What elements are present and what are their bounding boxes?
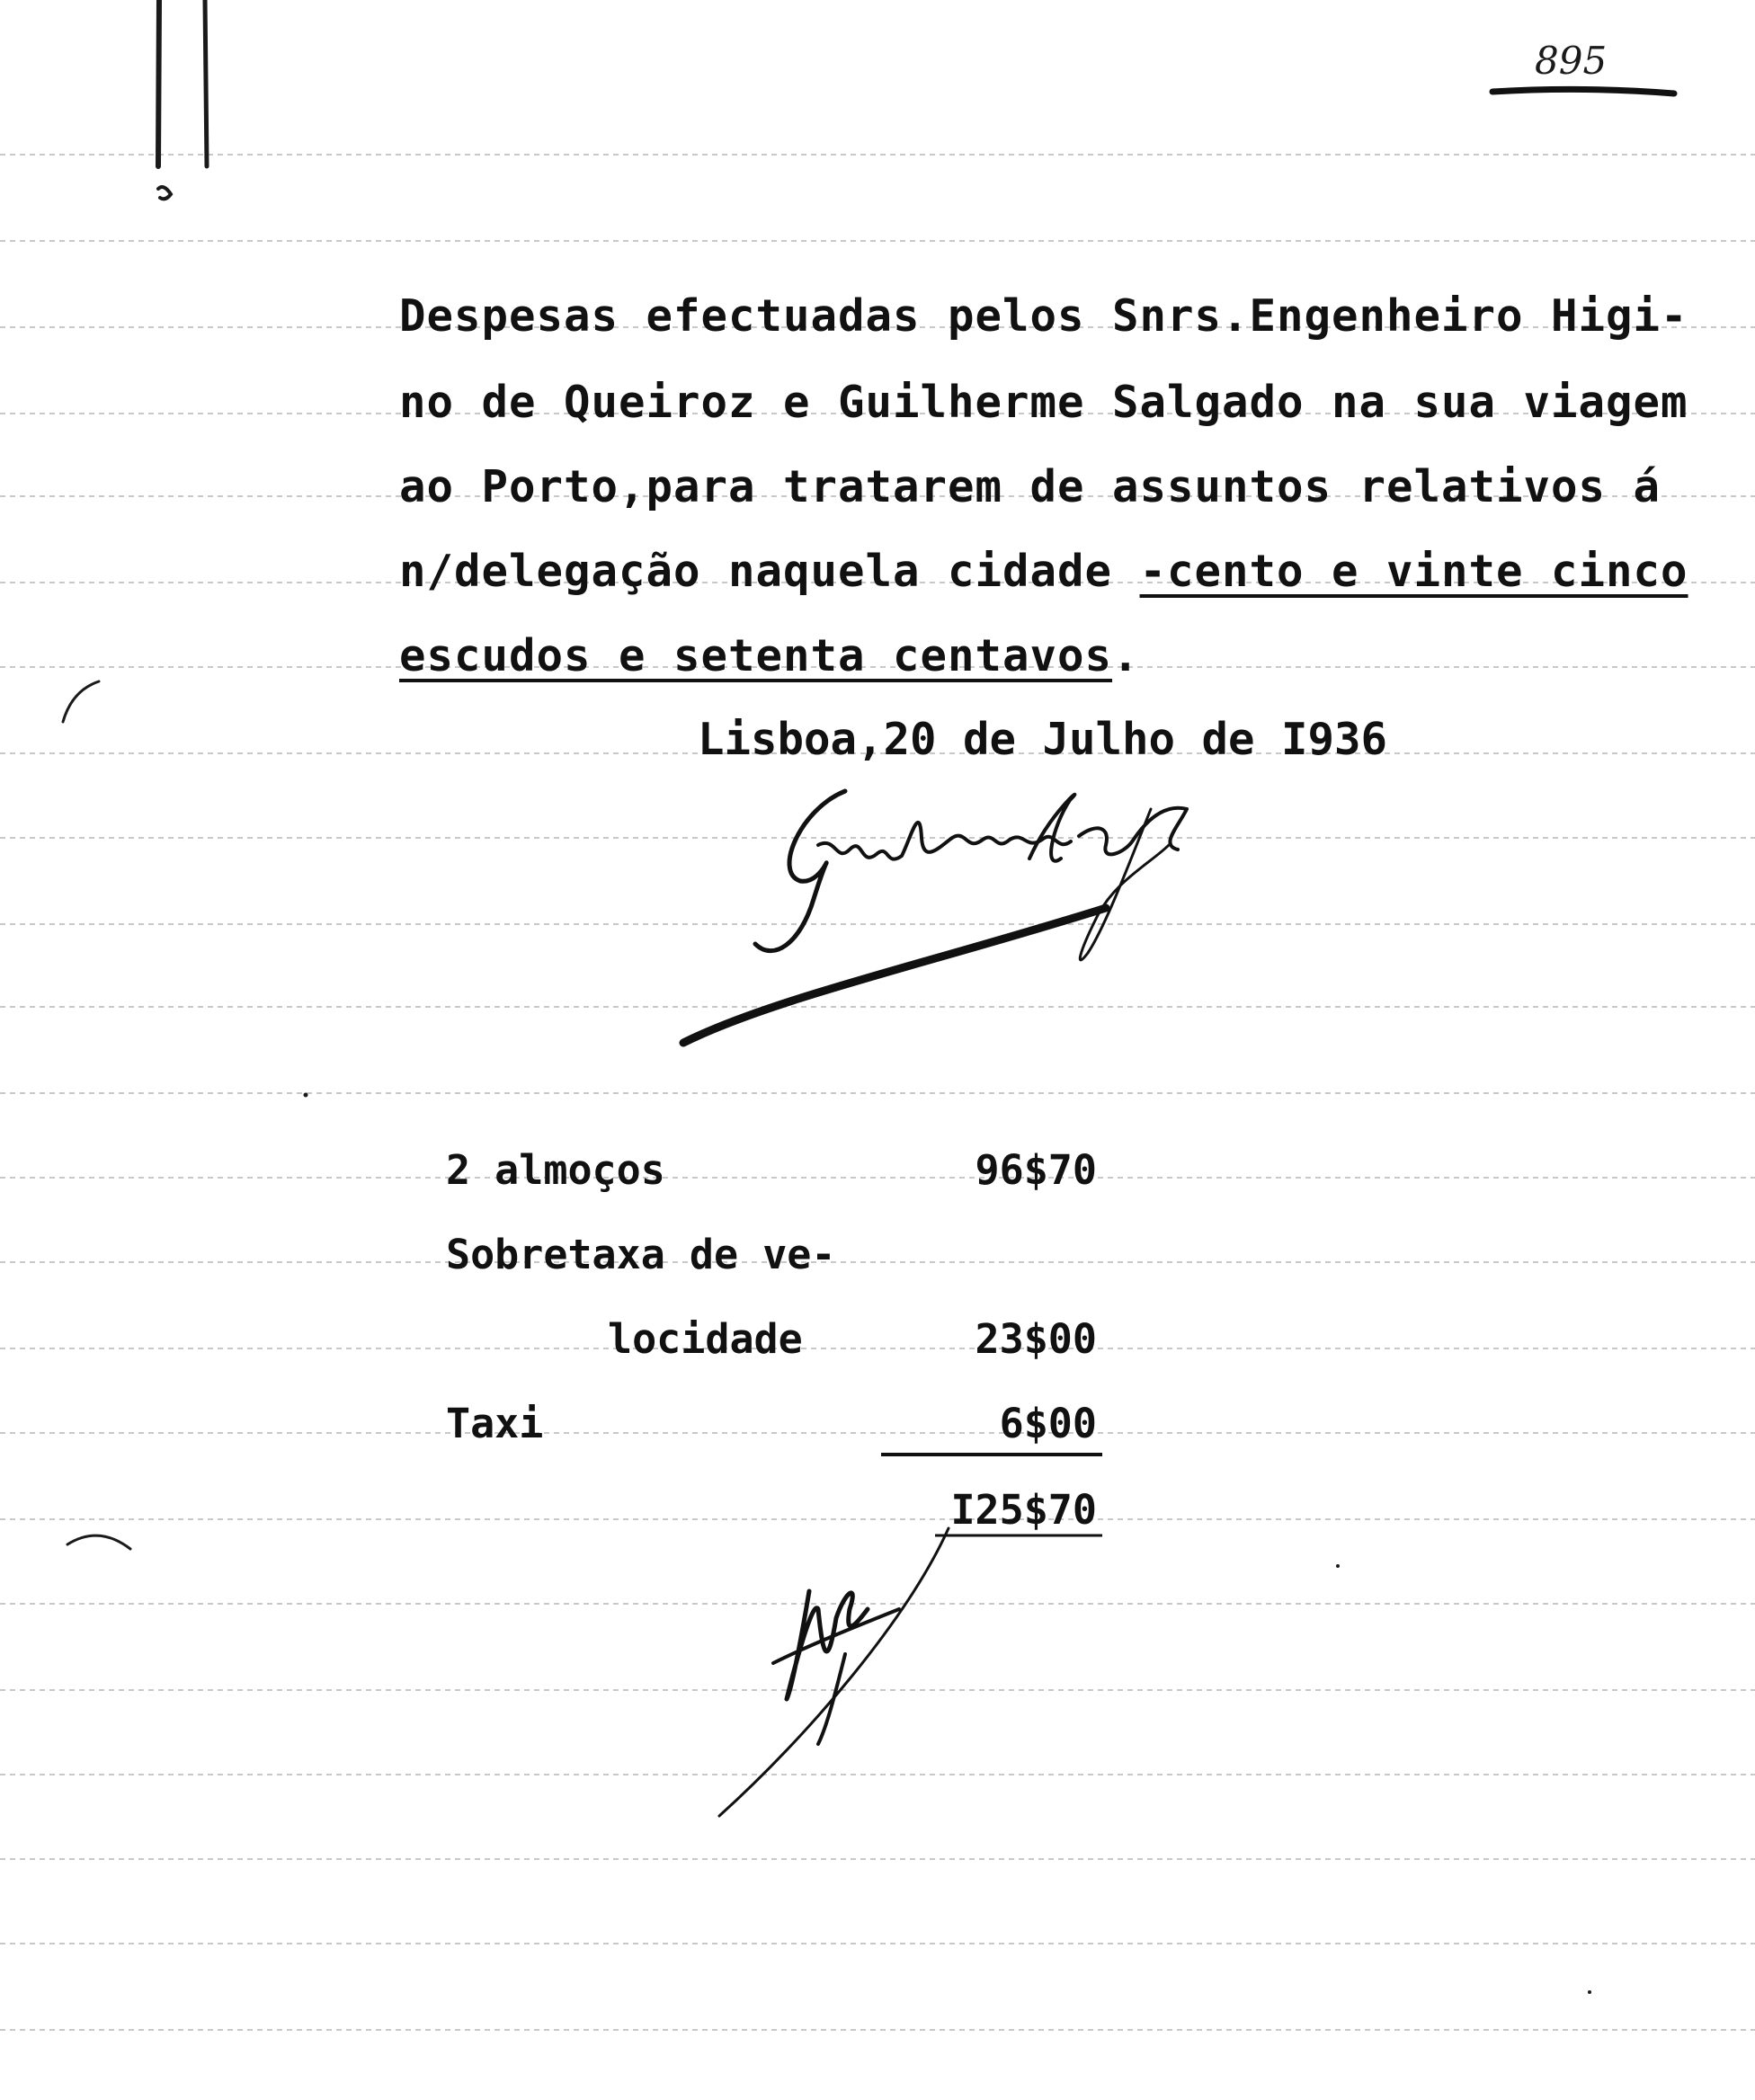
amount-in-words-part-1: -cento e vinte cinco	[1139, 546, 1688, 597]
dateline: Lisboa,20 de Julho de I936	[698, 714, 1388, 765]
amount-in-words-part-2: escudos e setenta centavos	[399, 630, 1113, 681]
svg-text:895: 895	[1535, 39, 1608, 83]
expense-item-label: locidade	[608, 1315, 803, 1363]
body-line-3: ao Porto,para tratarem de assuntos relativos á	[399, 461, 1661, 512]
expense-item-amount: 6$00	[999, 1400, 1097, 1447]
body-line-2: no de Queiroz e Guilherme Salgado na sua viagem	[399, 377, 1688, 428]
expense-item-amount: 23$00	[975, 1315, 1097, 1363]
expense-item-label: Taxi	[446, 1400, 544, 1447]
body-line-1: Despesas efectuadas pelos Snrs.Engenheiro Higi-	[399, 290, 1688, 342]
expense-item-label: 2 almoços	[446, 1146, 665, 1194]
body-line-5-end: .	[1112, 630, 1140, 681]
body-line-5	[399, 629, 1140, 683]
signature	[665, 773, 1474, 1061]
folio-number	[1485, 36, 1683, 108]
body-line-4	[399, 545, 1688, 599]
initials	[701, 1510, 989, 1843]
expense-item-label: Sobretaxa de ve-	[446, 1231, 836, 1278]
body-line-4-text: n/delegação naquela cidade	[399, 546, 1140, 597]
expense-item-amount: 96$70	[975, 1146, 1097, 1194]
expense-total: I25$70	[950, 1486, 1097, 1534]
